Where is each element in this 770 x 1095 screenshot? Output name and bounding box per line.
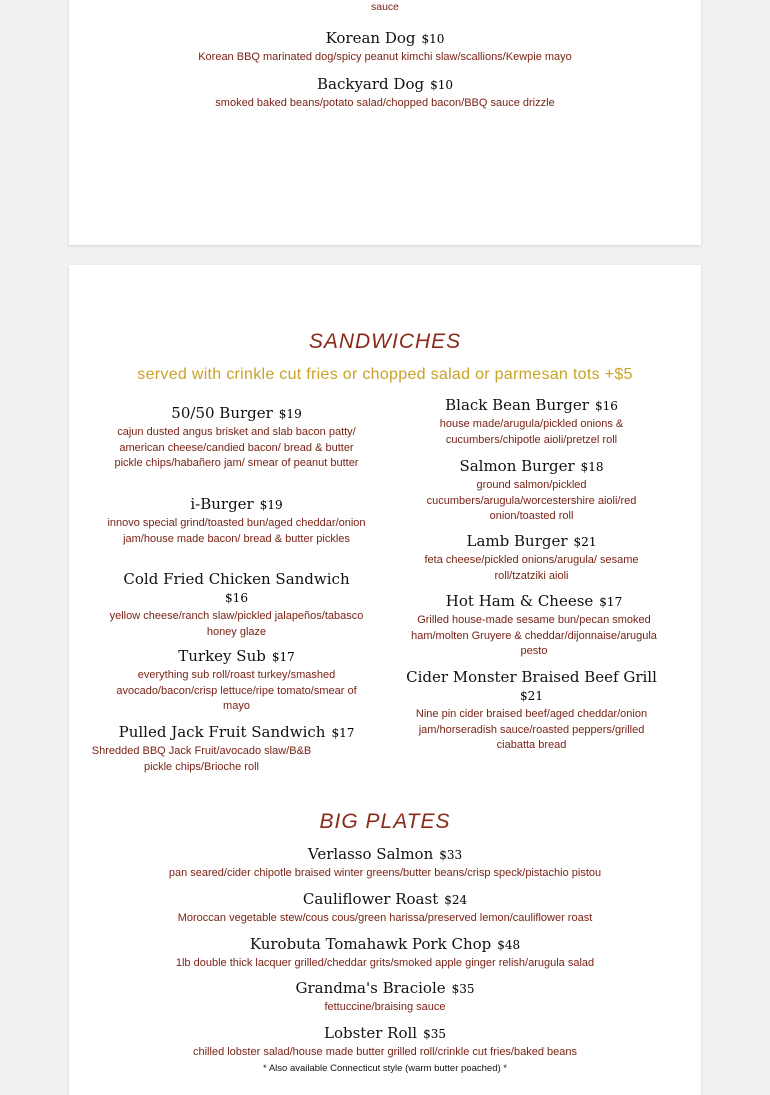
menu-item [399,592,669,660]
menu-item [99,845,671,882]
item-name: Hot Ham & Cheese [445,592,594,610]
item-name: Verlasso Salmon [307,845,434,863]
item-description: ground salmon/pickled cucumbers/arugula/worcestershire aioli/red onion/toasted roll [426,479,637,522]
item-name: Salmon Burger [459,457,575,475]
menu-page-sandwiches [69,265,701,1095]
menu-item [104,647,369,715]
item-price: $10 [430,78,453,92]
menu-item [104,404,369,472]
item-description: sauce [370,1,400,13]
section-title-sandwiches: SANDWICHES [308,330,462,353]
item-name: Grandma's Braciole [295,979,446,997]
item-description: Shredded BBQ Jack Fruit/avocado slaw/B&B pickle chips/Brioche roll [91,745,312,773]
item-price: $21 [573,535,597,549]
item-description: yellow cheese/ranch slaw/pickled jalapeños/tabasco honey glaze [109,610,364,638]
item-price: $21 [520,689,543,703]
item-description: house made/arugula/pickled onions & cucumbers/chipotle aioli/pretzel roll [439,418,624,446]
item-price: $19 [278,407,302,421]
item-name: Turkey Sub [178,647,266,665]
item-price: $48 [497,938,521,952]
menu-item [99,979,671,1016]
item-description: innovo special grind/toasted bun/aged cheddar/onion jam/house made bacon/ bread & butter pickles [107,517,366,545]
menu-item [99,29,671,66]
item-name: i-Burger [190,495,254,513]
item-price: $33 [439,848,463,862]
item-price: $17 [271,650,295,664]
item-price: $35 [451,982,475,996]
item-description: smoked baked beans/potato salad/chopped bacon/BBQ sauce drizzle [215,97,555,109]
menu-item [104,570,369,640]
item-description: Nine pin cider braised beef/aged cheddar/onion jam/horseradish sauce/roasted peppers/grilled ciabatta bread [415,708,648,751]
item-name: Black Bean Burger [445,396,589,414]
item-description: cajun dusted angus brisket and slab bacon patty/ american cheese/candied bacon/ bread & butter pickle chips/habañero jam/ smear of peanut butter [114,426,359,469]
menu-item [89,723,384,775]
menu-item [399,532,664,584]
item-description: everything sub roll/roast turkey/smashed avocado/bacon/crisp lettuce/ripe tomato/smear of mayo [116,669,357,712]
item-description: Korean BBQ marinated dog/spicy peanut kimchi slaw/scallions/Kewpie mayo [198,51,572,63]
item-name: Cider Monster Braised Beef Grill [406,668,657,686]
menu-item [399,396,664,448]
item-name: Cold Fried Chicken Sandwich [123,570,350,588]
menu-item [99,1024,671,1076]
item-name: Cauliflower Roast [302,890,439,908]
item-price: $17 [331,726,355,740]
item-name: Kurobuta Tomahawk Pork Chop [249,935,492,953]
menu-page-hot-dogs [69,0,701,245]
item-price: $17 [599,595,623,609]
item-description: 1lb double thick lacquer grilled/cheddar grits/smoked apple ginger relish/arugula salad [175,957,595,969]
item-note: * Also available Connecticut style (warm butter poached) * [263,1062,507,1074]
menu-item [99,935,671,972]
section-title-big-plates: BIG PLATES [319,810,451,833]
menu-item [99,75,671,112]
item-name: Backyard Dog [317,75,425,93]
item-name: Pulled Jack Fruit Sandwich [118,723,326,741]
menu-item-fragment [99,0,671,16]
item-price: $24 [444,893,468,907]
item-price: $18 [580,460,604,474]
item-name: 50/50 Burger [171,404,273,422]
menu-item [399,668,664,754]
item-name: Lamb Burger [466,532,568,550]
item-price: $10 [421,32,445,46]
item-price: $16 [594,399,618,413]
item-description: chilled lobster salad/house made butter grilled roll/crinkle cut fries/baked beans [193,1046,577,1058]
item-price: $19 [259,498,283,512]
menu-item [399,457,664,525]
menu-item [104,495,369,547]
item-description: Moroccan vegetable stew/cous cous/green harissa/preserved lemon/cauliflower roast [177,912,593,924]
item-name: Lobster Roll [324,1024,418,1042]
item-name: Korean Dog [325,29,416,47]
item-description: feta cheese/pickled onions/arugula/ sesame roll/tzatziki aioli [424,554,639,582]
item-price: $16 [225,591,248,605]
item-price: $35 [423,1027,446,1041]
item-description: Grilled house-made sesame bun/pecan smoked ham/molten Gruyere & cheddar/dijonnaise/arugula pesto [411,614,657,657]
menu-item [99,890,671,927]
section-subtitle: served with crinkle cut fries or chopped salad or parmesan tots +$5 [137,366,633,383]
item-description: pan seared/cider chipotle braised winter greens/butter beans/crisp speck/pistachio pistou [168,867,602,879]
item-description: fettuccine/braising sauce [324,1001,446,1013]
